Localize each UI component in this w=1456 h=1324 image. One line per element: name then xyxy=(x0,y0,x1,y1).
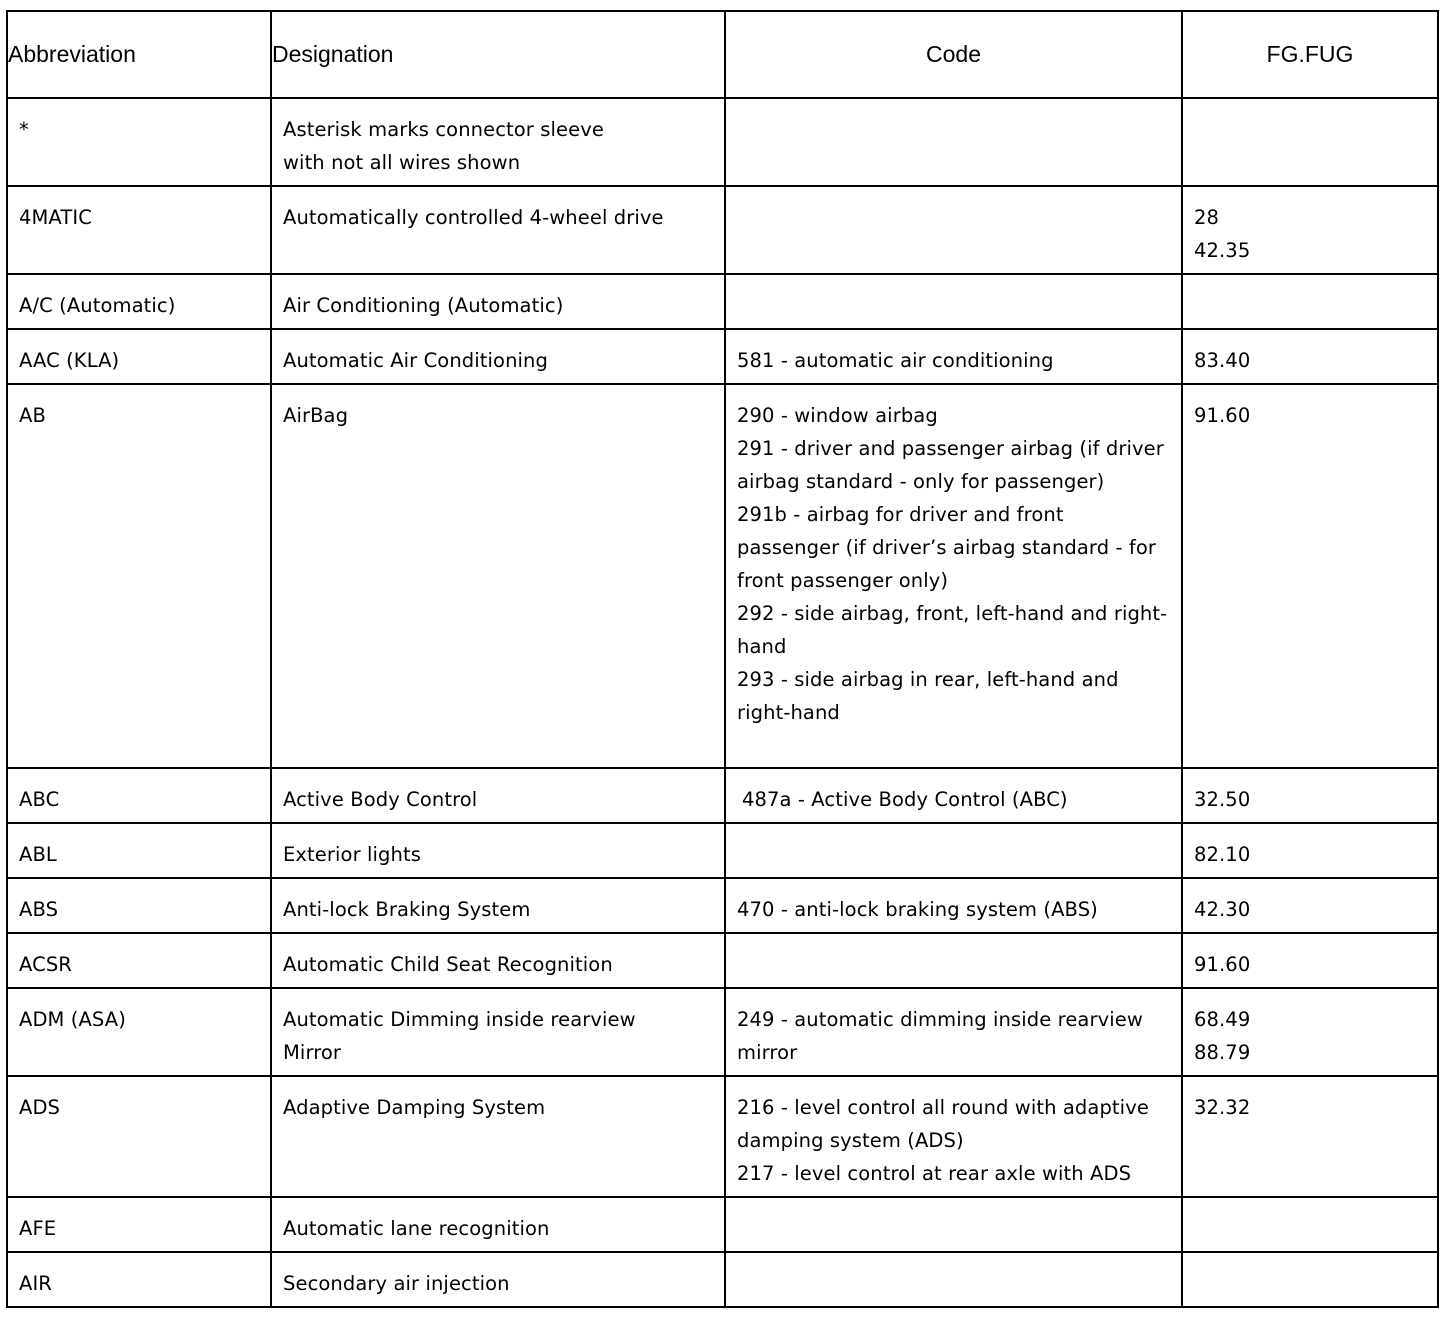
designation-text: Automatic Child Seat Recognition xyxy=(283,953,613,976)
fg-fug-value: 91.60 xyxy=(1194,953,1251,976)
fg-fug-value: 88.79 xyxy=(1194,1041,1251,1064)
abbreviation-text: ABS xyxy=(19,898,59,921)
designation-cell xyxy=(271,768,725,823)
fg-fug-value: 68.49 xyxy=(1194,1008,1251,1031)
abbreviation-cell xyxy=(7,768,271,823)
code-text: 292 - side airbag, front, left-hand and right-hand xyxy=(737,602,1168,658)
abbreviation-cell xyxy=(7,988,271,1076)
designation-text: Anti-lock Braking System xyxy=(283,898,531,921)
table-row xyxy=(7,768,1438,823)
designation-cell xyxy=(271,384,725,768)
abbreviation-text: ABL xyxy=(19,843,57,866)
fg-fug-cell xyxy=(1182,98,1438,186)
fg-fug-value: 28 xyxy=(1194,206,1220,229)
designation-text: Secondary air injection xyxy=(283,1272,510,1295)
code-cell xyxy=(725,186,1182,274)
fg-fug-value: 83.40 xyxy=(1194,349,1251,372)
abbreviation-cell xyxy=(7,823,271,878)
table-row xyxy=(7,988,1438,1076)
fg-fug-cell xyxy=(1182,274,1438,329)
fg-fug-cell xyxy=(1182,1076,1438,1197)
designation-cell xyxy=(271,98,725,186)
designation-text: Asterisk marks connector sleeve xyxy=(283,118,604,141)
fg-fug-cell xyxy=(1182,384,1438,768)
code-text: 291 - driver and passenger airbag (if driver airbag standard - only for passenger) xyxy=(737,437,1164,493)
code-cell xyxy=(725,1197,1182,1252)
header-code: Code xyxy=(725,11,1182,98)
table-row xyxy=(7,384,1438,768)
abbreviation-table xyxy=(6,10,1439,1308)
abbreviation-text: AFE xyxy=(19,1217,57,1240)
code-cell xyxy=(725,1076,1182,1197)
code-cell xyxy=(725,823,1182,878)
code-cell xyxy=(725,878,1182,933)
abbreviation-cell xyxy=(7,384,271,768)
abbreviation-text: 4MATIC xyxy=(19,206,92,229)
abbreviation-cell xyxy=(7,274,271,329)
header-row xyxy=(7,11,1438,98)
abbreviation-cell xyxy=(7,1076,271,1197)
code-text: 581 - automatic air conditioning xyxy=(737,349,1054,372)
abbreviation-cell xyxy=(7,98,271,186)
abbreviation-text: ADM (ASA) xyxy=(19,1008,126,1031)
fg-fug-cell xyxy=(1182,878,1438,933)
abbreviation-cell xyxy=(7,933,271,988)
abbreviation-text: ACSR xyxy=(19,953,72,976)
table-row xyxy=(7,878,1438,933)
code-text: 290 - window airbag xyxy=(737,404,938,427)
abbreviation-cell xyxy=(7,1197,271,1252)
fg-fug-cell xyxy=(1182,1252,1438,1307)
code-cell xyxy=(725,329,1182,384)
code-text: 470 - anti-lock braking system (ABS) xyxy=(737,898,1098,921)
designation-cell xyxy=(271,274,725,329)
fg-fug-cell xyxy=(1182,988,1438,1076)
table-row xyxy=(7,933,1438,988)
fg-fug-cell xyxy=(1182,329,1438,384)
designation-text: Adaptive Damping System xyxy=(283,1096,546,1119)
fg-fug-cell xyxy=(1182,933,1438,988)
abbreviation-text: AAC (KLA) xyxy=(19,349,120,372)
abbreviation-text: AIR xyxy=(19,1272,52,1295)
abbreviation-text: * xyxy=(19,118,29,141)
code-cell xyxy=(725,988,1182,1076)
designation-cell xyxy=(271,823,725,878)
designation-text: Mirror xyxy=(283,1041,342,1064)
abbreviation-cell xyxy=(7,878,271,933)
code-text: 291b - airbag for driver and front passenger (if driver’s airbag standard - for front passenger only) xyxy=(737,503,1157,592)
code-cell xyxy=(725,274,1182,329)
fg-fug-value: 91.60 xyxy=(1194,404,1251,427)
abbreviation-text: A/C (Automatic) xyxy=(19,294,176,317)
header-designation: Designation xyxy=(271,11,725,98)
designation-cell xyxy=(271,1076,725,1197)
designation-cell xyxy=(271,329,725,384)
designation-text: Air Conditioning (Automatic) xyxy=(283,294,564,317)
designation-text: Automatically controlled 4-wheel drive xyxy=(283,206,664,229)
fg-fug-cell xyxy=(1182,768,1438,823)
table-row xyxy=(7,274,1438,329)
fg-fug-value: 32.50 xyxy=(1194,788,1251,811)
designation-cell xyxy=(271,933,725,988)
table-row xyxy=(7,1197,1438,1252)
designation-text: Automatic Dimming inside rearview xyxy=(283,1008,636,1031)
designation-cell xyxy=(271,186,725,274)
fg-fug-cell xyxy=(1182,1197,1438,1252)
designation-cell xyxy=(271,1197,725,1252)
designation-text: Exterior lights xyxy=(283,843,421,866)
designation-cell xyxy=(271,878,725,933)
designation-text: Automatic lane recognition xyxy=(283,1217,550,1240)
abbreviation-text: ABC xyxy=(19,788,60,811)
fg-fug-value: 32.32 xyxy=(1194,1096,1251,1119)
header-fg-fug: FG.FUG xyxy=(1182,11,1438,98)
table-row xyxy=(7,823,1438,878)
header-abbreviation: Abbreviation xyxy=(7,11,271,98)
table-row xyxy=(7,329,1438,384)
table-row xyxy=(7,1252,1438,1307)
abbreviation-cell xyxy=(7,329,271,384)
table-row xyxy=(7,1076,1438,1197)
designation-text: Automatic Air Conditioning xyxy=(283,349,548,372)
fg-fug-value: 42.30 xyxy=(1194,898,1251,921)
code-text: 216 - level control all round with adaptive damping system (ADS) xyxy=(737,1096,1149,1152)
code-text: 487a - Active Body Control (ABC) xyxy=(742,788,1068,811)
fg-fug-cell xyxy=(1182,823,1438,878)
abbreviation-cell xyxy=(7,186,271,274)
fg-fug-value: 82.10 xyxy=(1194,843,1251,866)
designation-cell xyxy=(271,1252,725,1307)
code-cell xyxy=(725,98,1182,186)
fg-fug-value: 42.35 xyxy=(1194,239,1251,262)
table-row xyxy=(7,186,1438,274)
designation-text: Active Body Control xyxy=(283,788,478,811)
fg-fug-cell xyxy=(1182,186,1438,274)
abbreviation-text: ADS xyxy=(19,1096,61,1119)
designation-text: AirBag xyxy=(283,404,349,427)
table-row xyxy=(7,98,1438,186)
code-text: 293 - side airbag in rear, left-hand and right-hand xyxy=(737,668,1119,724)
code-cell xyxy=(725,768,1182,823)
abbreviation-cell xyxy=(7,1252,271,1307)
designation-text: with not all wires shown xyxy=(283,151,521,174)
code-cell xyxy=(725,1252,1182,1307)
code-cell xyxy=(725,933,1182,988)
code-text: 249 - automatic dimming inside rearview mirror xyxy=(737,1008,1143,1064)
code-text: 217 - level control at rear axle with ADS xyxy=(737,1162,1132,1185)
designation-cell xyxy=(271,988,725,1076)
abbreviation-text: AB xyxy=(19,404,46,427)
code-cell xyxy=(725,384,1182,768)
